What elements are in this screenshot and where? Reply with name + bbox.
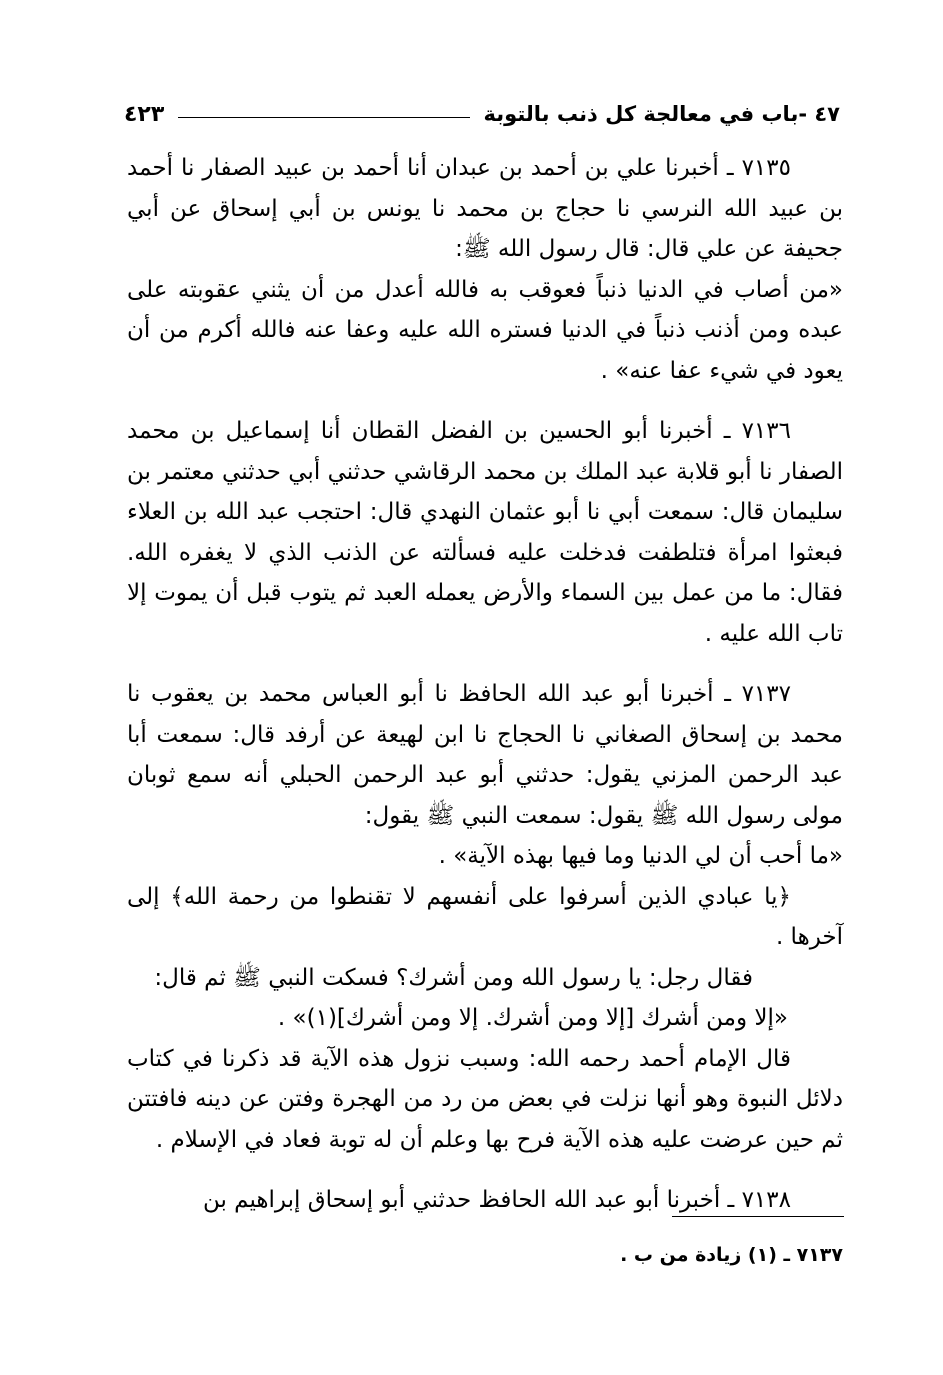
footnote: ٧١٣٧ ـ (١) زيادة من ب . [620, 1244, 843, 1266]
page-body [127, 148, 843, 1221]
hadith-7136: ٧١٣٦ ـ أخبرنا أبو الحسين بن الفضل القطان أنا إسماعيل بن محمد الصفار نا أبو قلابة عبد الملك بن محمد الرقاشي حدثني أبي حدثني معتمر بن سليمان قال: سمعت أبي نا أبو عثمان النهدي قال: احتجب عبد الله بن العلاء فبعثوا امرأة فتلطفت فدخلت عليه فسألته عن الذنب الذي لا يغفره الله. فقال: ما من عمل بين السماء والأرض يعمله العبد ثم يتوب قبل أن يموت إلا تاب الله عليه . [127, 418, 843, 647]
hadith-7137-text: «ما أحب أن لي الدنيا وما فيها بهذه الآية» . [438, 843, 843, 869]
man-question: فقال رجل: يا رسول الله ومن أشرك؟ فسكت النبي ﷺ ثم قال: [154, 964, 753, 991]
hadith-7135-text: «من أصاب في الدنيا ذنباً فعوقب به فالله أعدل من أن يثني عقوبته على عبده ومن أذنب ذنباً في الدنيا فستره الله عليه وعفا عنه فالله أكرم من أن يعود في شيء عفا عنه» . [127, 276, 843, 384]
quran-verse: ﴿يا عبادي الذين أسرفوا على أنفسهم لا تقنطوا من رحمة الله﴾ إلى آخرها . [127, 883, 843, 950]
imam-comment: قال الإمام أحمد رحمه الله: وسبب نزول هذه الآية قد ذكرنا في كتاب دلائل النبوة وهو أنها نزلت في بعض من رد من الهجرة وفتن عن دينه فافتتن ثم حين عرضت عليه هذه الآية فرح بها وعلم أن له توبة فعاد في الإسلام . [127, 1045, 843, 1153]
chapter-title: ٤٧ -باب في معالجة كل ذنب بالتوبة [483, 102, 840, 126]
prophet-answer: «إلا ومن أشرك [إلا ومن أشرك. إلا ومن أشرك](١)» . [277, 1005, 788, 1031]
page-header [124, 94, 840, 134]
header-rule [178, 117, 469, 118]
footnote-rule [672, 1216, 844, 1217]
hadith-7138: ٧١٣٨ ـ أخبرنا أبو عبد الله الحافظ حدثني أبو إسحاق إبراهيم بن [202, 1187, 791, 1213]
hadith-7137: ٧١٣٧ ـ أخبرنا أبو عبد الله الحافظ نا أبو العباس محمد بن يعقوب نا محمد بن إسحاق الصغاني نا الحجاج نا ابن لهيعة عن أرفد قال: سمعت أبا عبد الرحمن المزني يقول: حدثني أبو عبد الرحمن الحبلي أنه سمع ثوبان مولى رسول الله ﷺ يقول: سمعت النبي ﷺ يقول: [127, 681, 843, 829]
page-number: ٤٢٣ [124, 101, 165, 127]
hadith-7135: ٧١٣٥ ـ أخبرنا علي بن أحمد بن عبدان أنا أحمد بن عبيد الصفار نا أحمد بن عبيد الله النرسي نا حجاج بن محمد نا يونس بن أبي إسحاق عن أبي جحيفة عن علي قال: قال رسول الله ﷺ: [127, 155, 843, 262]
